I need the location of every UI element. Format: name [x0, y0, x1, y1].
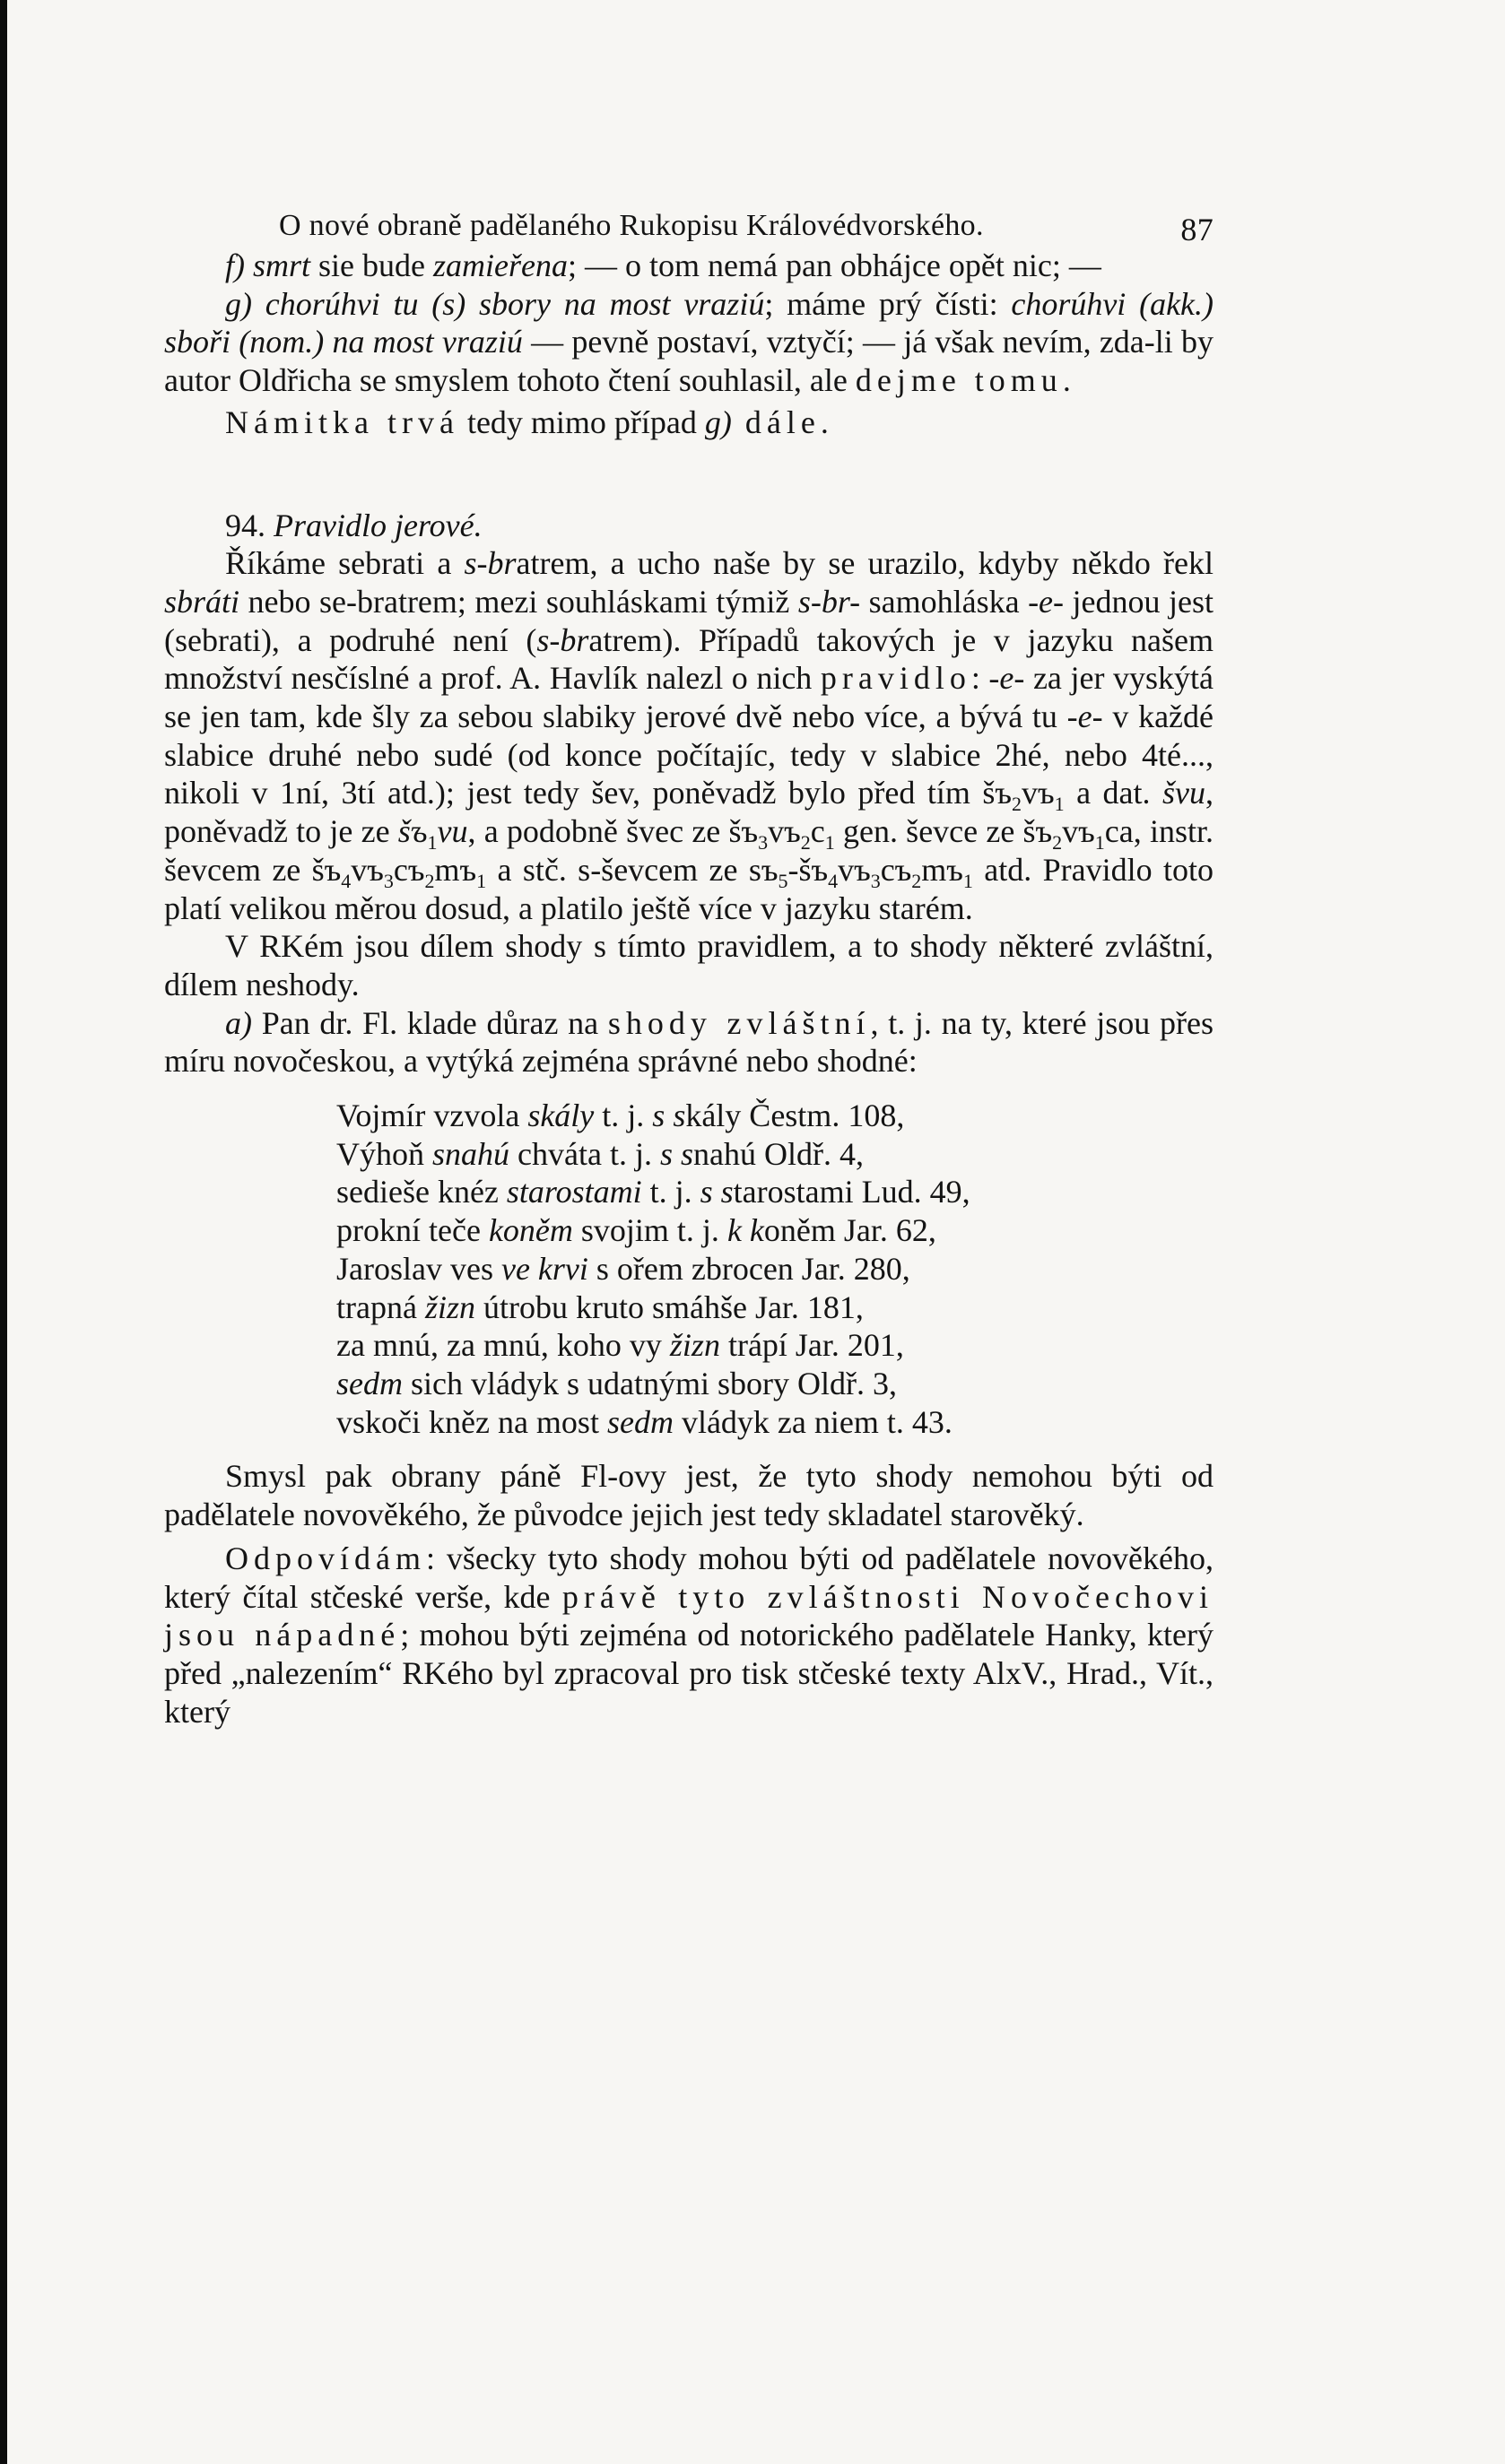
text: -e- [988, 660, 1025, 697]
body-text [164, 247, 1214, 1731]
page-number: 87 [1180, 212, 1214, 247]
paragraph-odpovidam [164, 1540, 1214, 1731]
paragraph-g [164, 285, 1214, 400]
text: ; — o tom nemá pan obhájce opět nic; — [567, 247, 1101, 283]
text: s-br- [797, 583, 861, 620]
item-ref-g: g) [704, 403, 732, 440]
subscript: 2 [424, 870, 435, 893]
example-line: prokní teče koněm svojim t. j. k koněm Jar. 62, [336, 1212, 936, 1249]
subscript: 3 [758, 831, 769, 855]
subscript: 3 [870, 870, 881, 893]
text: vъ [351, 851, 384, 888]
text: vъ [1062, 813, 1095, 850]
text: -e- [1028, 583, 1065, 620]
example-line: Vojmír vzvola skály t. j. s skály Čestm. 108, [336, 1098, 905, 1134]
text: -šъ [787, 851, 829, 888]
text: jednou jest (sebrati), a podruhé není ( [164, 583, 1214, 658]
text: ca, instr. ševcem ze šъ [164, 813, 1214, 888]
text: nebo se-bratrem; mezi souhláskami týmiž [239, 583, 798, 620]
text: švu [1162, 775, 1205, 811]
text: šъ [397, 813, 428, 850]
subscript: 4 [341, 870, 352, 893]
text: . [820, 403, 829, 440]
text: ; máme prý čísti: [764, 285, 1012, 322]
text: -e- [1066, 698, 1103, 735]
example-line: Výhoň snahú chváta t. j. s snahú Oldř. 4, [336, 1135, 864, 1172]
text: . [1062, 362, 1071, 399]
text: tedy mimo případ [458, 403, 705, 440]
text: , t. j. na ty, které jsou přes míru novočeskou, a vytýká zejména správné nebo shodné: [164, 1004, 1214, 1080]
text: sie bude [310, 247, 433, 283]
book-page [164, 184, 1214, 1731]
subscript: 5 [778, 870, 788, 893]
section-heading [164, 507, 1214, 545]
spaced-phrase: právě tyto zvláštnosti Novočechovi jsou nápadné [164, 1578, 1214, 1653]
subscript: 1 [1094, 831, 1105, 855]
spaced-phrase: Námitka trvá [225, 403, 459, 440]
text: , a podobně švec ze šъ [467, 813, 759, 850]
quote-reading: chorúhvi (akk.) sboři (nom.) na most vraziú [164, 285, 1214, 360]
subscript: 3 [383, 870, 394, 893]
running-title: O nové obraně padělaného Rukopisu Královédvorského. [279, 209, 984, 242]
paragraph-jer-rule [164, 544, 1214, 927]
text: ; mohou býti zejména od notorického padělatele Hanky, který před „nalezením“ RKého byl zpracoval pro tisk stčeské texty AlxV., Hrad., Vít., který [164, 1617, 1214, 1730]
text: vu [437, 813, 468, 850]
text: mъ [434, 851, 477, 888]
text: vъ [768, 813, 801, 850]
text: c [810, 813, 825, 850]
subscript: 2 [800, 831, 811, 855]
subscript: 2 [911, 870, 922, 893]
quote-smrt: smrt [253, 247, 311, 283]
text: , poněvadž to je ze [164, 775, 1214, 850]
subscript: 1 [1054, 793, 1065, 816]
paragraph-a [164, 1004, 1214, 1080]
spaced-phrase: shody zvláštní [607, 1004, 871, 1041]
text: cъ [393, 851, 425, 888]
example-line: vskoči kněz na most sedm vládyk za niem t. 43. [336, 1403, 953, 1440]
item-label-a: a) [225, 1004, 252, 1041]
text: cъ [880, 851, 912, 888]
paragraph-smysl: Smysl pak obrany páně Fl-ovy jest, že tyto shody nemohou býti od padělatele novověkého, že původce jejich jest tedy skladatel starověký. [164, 1458, 1214, 1533]
text: sbráti [164, 583, 240, 620]
paragraph-f [164, 247, 1214, 285]
subscript: 1 [962, 870, 973, 893]
example-line: za mnú, za mnú, koho vy žizn trápí Jar. 201, [336, 1327, 904, 1364]
example-line: trapná žizn útrobu kruto smáhše Jar. 181, [336, 1288, 864, 1325]
subscript: 1 [824, 831, 835, 855]
text: — pevně postaví, vztyčí; — já však nevím, zda-li by autor Oldřicha se smyslem tohoto čtení souhlasil, ale [164, 324, 1214, 399]
section-number: 94. [225, 507, 265, 543]
item-label-f: f) [225, 247, 245, 283]
text: samohláska [860, 583, 1029, 620]
text: atrem, a ucho naše by se urazilo, kdyby někdo řekl [516, 545, 1214, 582]
subscript: 1 [476, 870, 487, 893]
subscript: 2 [1052, 831, 1063, 855]
text: vъ [1021, 775, 1055, 811]
page-edge-shadow [0, 0, 7, 2464]
subscript: 4 [828, 870, 839, 893]
text: s-br [464, 545, 517, 582]
spaced-phrase: pravidlo [820, 660, 971, 697]
text: : všecky tyto shody mohou býti od padělatele novověkého, který čítal stčeské verše, kde [164, 1540, 1214, 1615]
text: atd. Pravidlo toto platí velikou měrou dosud, a platilo ještě více v jazyku starém. [164, 851, 1214, 926]
item-label-g: g) [225, 285, 252, 322]
example-line: sedm sich vládyk s udatnými sbory Oldř. 3, [336, 1365, 897, 1401]
quote-zamierena: zamieřena [433, 247, 568, 283]
text: Pan dr. Fl. klade důraz na [252, 1004, 608, 1041]
text: za jer vyskýtá se jen tam, kde šly za sebou slabiky jerové dvě nebo více, a bývá tu [164, 660, 1214, 735]
example-verses [336, 1097, 1214, 1441]
paragraph-namitka [164, 403, 1214, 442]
text: : [970, 660, 989, 697]
text: atrem). Případů takových je v jazyku našem množství nesčíslné a prof. A. Havlík nalezl o nich [164, 621, 1214, 697]
example-line: sedieše knéz starostami t. j. s starostami Lud. 49, [336, 1174, 970, 1210]
spaced-phrase: dále [731, 403, 821, 440]
example-line: Jaroslav ves ve krvi s ořem zbrocen Jar. 280, [336, 1250, 910, 1287]
subscript: 1 [427, 831, 438, 855]
quote-chorouhvi: chorúhvi tu (s) sbory na most vraziú [265, 285, 765, 322]
text: a stč. s-ševcem ze sъ [486, 851, 779, 888]
text: v každé slabice druhé nebo sudé (od konce počítajíc, tedy v slabice 2hé, nebo 4té..., nikoli v 1ní, 3tí atd.); jest tedy šev, poněvadž bylo před tím šъ [164, 698, 1214, 811]
subscript: 2 [1011, 793, 1022, 816]
section-title: Pravidlo jerové. [274, 507, 483, 543]
text: gen. ševce ze šъ [834, 813, 1053, 850]
spaced-phrase: Odpovídám [225, 1540, 426, 1576]
text: vъ [838, 851, 871, 888]
text: s-br [536, 621, 589, 658]
paragraph-rk-shody: V RKém jsou dílem shody s tímto pravidlem, a to shody některé zvláštní, dílem neshody. [164, 928, 1214, 1002]
spaced-phrase: dejme tomu [855, 362, 1063, 399]
text: mъ [921, 851, 963, 888]
text: Říkáme sebrati a [225, 545, 465, 582]
text: a dat. [1064, 775, 1162, 811]
running-header [164, 184, 1214, 247]
